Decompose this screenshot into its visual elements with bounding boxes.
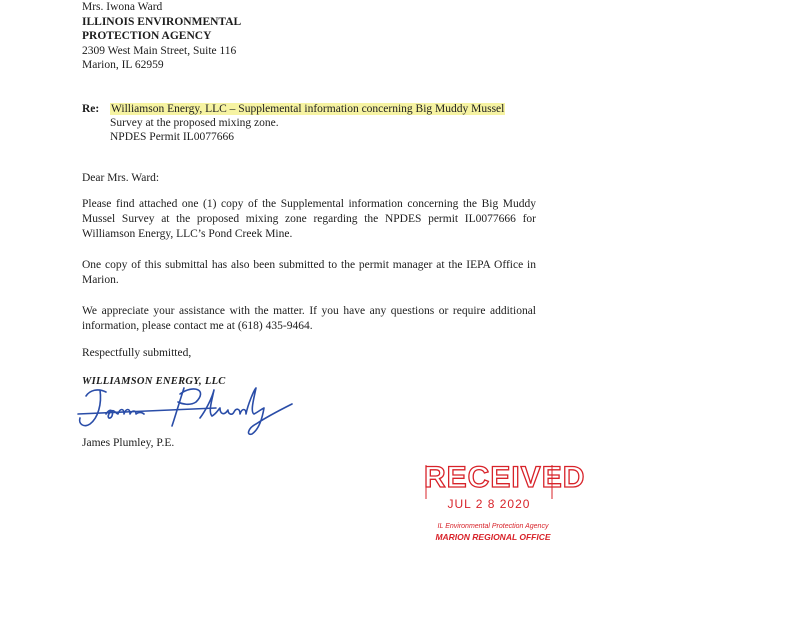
salutation: Dear Mrs. Ward: [82, 172, 160, 184]
closing: Respectfully submitted, [82, 347, 192, 359]
recipient-city: Marion, IL 62959 [82, 59, 164, 71]
received-stamp [424, 461, 586, 547]
stamp-received-text: RECEIVED [424, 461, 586, 494]
recipient-street: 2309 West Main Street, Suite 116 [82, 45, 237, 57]
recipient-agency-line1: ILLINOIS ENVIRONMENTAL [82, 16, 242, 28]
stamp-date: JUL 2 8 2020 [447, 497, 531, 511]
subject-line3: NPDES Permit IL0077666 [110, 131, 234, 143]
body-paragraph-2: One copy of this submittal has also been submitted to the permit manager at the IEPA Office in Marion. [82, 259, 536, 286]
body-paragraph-3: We appreciate your assistance with the matter. If you have any questions or require additional information, please contact me at (618) 435-9464. [82, 305, 536, 332]
recipient-name: Mrs. Iwona Ward [82, 1, 163, 13]
signer-name: James Plumley, P.E. [82, 437, 175, 449]
subject-line1 [110, 102, 505, 116]
recipient-agency-line2: PROTECTION AGENCY [82, 30, 212, 42]
subject-label: Re: [82, 103, 100, 115]
signature [76, 384, 296, 441]
subject-highlight: Williamson Energy, LLC – Supplemental information concerning Big Muddy Mussel [111, 103, 505, 115]
signature-graphic [76, 384, 296, 436]
subject-line2: Survey at the proposed mixing zone. [110, 117, 279, 129]
stamp-agency: IL Environmental Protection Agency [437, 523, 549, 530]
company-name: WILLIAMSON ENERGY, LLC [82, 376, 226, 387]
stamp-office: MARION REGIONAL OFFICE [435, 532, 551, 542]
body-paragraph-1: Please find attached one (1) copy of the Supplemental information concerning the Big Muddy Mussel Survey at the proposed mixing zone regarding the NPDES permit IL0077666 for Williamson Energy, LLC’s Pond Creek Mine. [82, 198, 536, 240]
